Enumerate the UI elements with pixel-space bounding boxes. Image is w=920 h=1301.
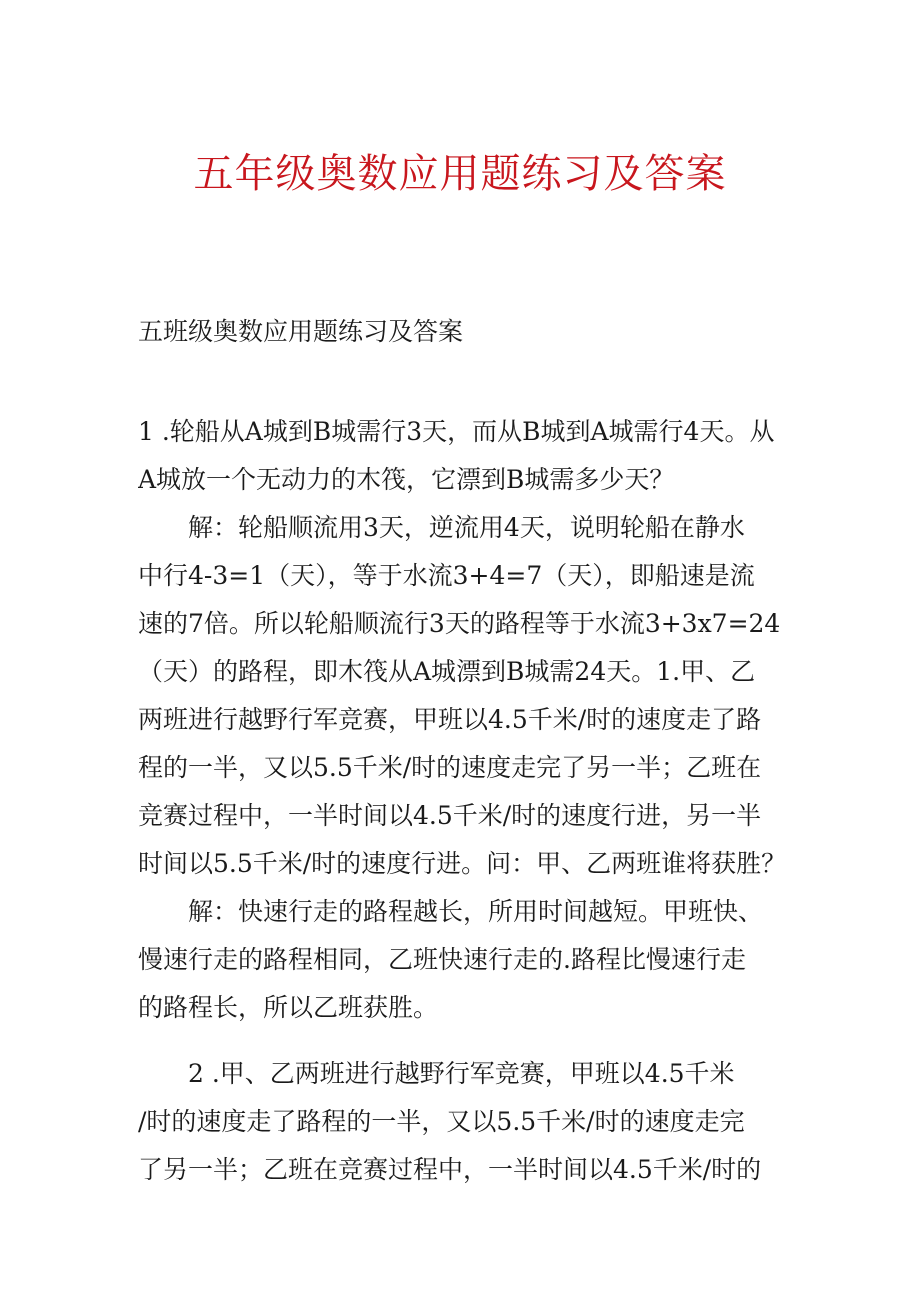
solution-1b-line-3: 的路程长，所以乙班获胜。 bbox=[138, 993, 439, 1022]
solution-1b-line-1: 解：快速行走的路程越长，所用时间越短。甲班快、 bbox=[188, 897, 764, 926]
solution-1b-line-2: 慢速行走的路程相同，乙班快速行走的.路程比慢速行走 bbox=[138, 945, 746, 974]
solution-1-line-1: 解：轮船顺流用3天，逆流用4天，说明轮船在静水 bbox=[188, 513, 745, 542]
document-subtitle: 五班级奥数应用题练习及答案 bbox=[138, 317, 464, 346]
paragraph-gap bbox=[138, 1032, 788, 1050]
document-title: 五年级奥数应用题练习及答案 bbox=[193, 151, 727, 197]
solution-1-line-2: 中行4-3=1（天），等于水流3+4=7（天），即船速是流 bbox=[138, 561, 755, 590]
problem-2-line-1: 2 .甲、乙两班进行越野行军竞赛，甲班以4.5千米 bbox=[188, 1059, 735, 1088]
solution-1-line-3: 速的7倍。所以轮船顺流行3天的路程等于水流3+3x7=24 bbox=[138, 609, 781, 638]
problem-2-line-2: /时的速度走了路程的一半，又以5.5千米/时的速度走完 bbox=[138, 1107, 745, 1136]
problem-1b-line-4: 时间以5.5千米/时的速度行进。问：甲、乙两班谁将获胜？ bbox=[138, 849, 787, 878]
problem-1-line-2: A城放一个无动力的木筏，它漂到B城需多少天？ bbox=[138, 465, 675, 494]
problem-1b-line-2: 程的一半，又以5.5千米/时的速度走完了另一半；乙班在 bbox=[138, 753, 762, 782]
problem-2-line-3: 了另一半；乙班在竞赛过程中，一半时间以4.5千米/时的 bbox=[138, 1155, 762, 1184]
problem-1-line-1: 1 .轮船从A城到B城需行3天，而从B城到A城需行4天。从 bbox=[138, 417, 775, 446]
problem-1b-line-1: 两班进行越野行军竞赛，甲班以4.5千米/时的速度走了路 bbox=[138, 705, 762, 734]
problem-1b-line-3: 竞赛过程中，一半时间以4.5千米/时的速度行进，另一半 bbox=[138, 801, 762, 830]
document-body bbox=[138, 408, 788, 1194]
solution-1-line-4: （天）的路程，即木筏从A城漂到B城需24天。1.甲、乙 bbox=[138, 657, 756, 686]
